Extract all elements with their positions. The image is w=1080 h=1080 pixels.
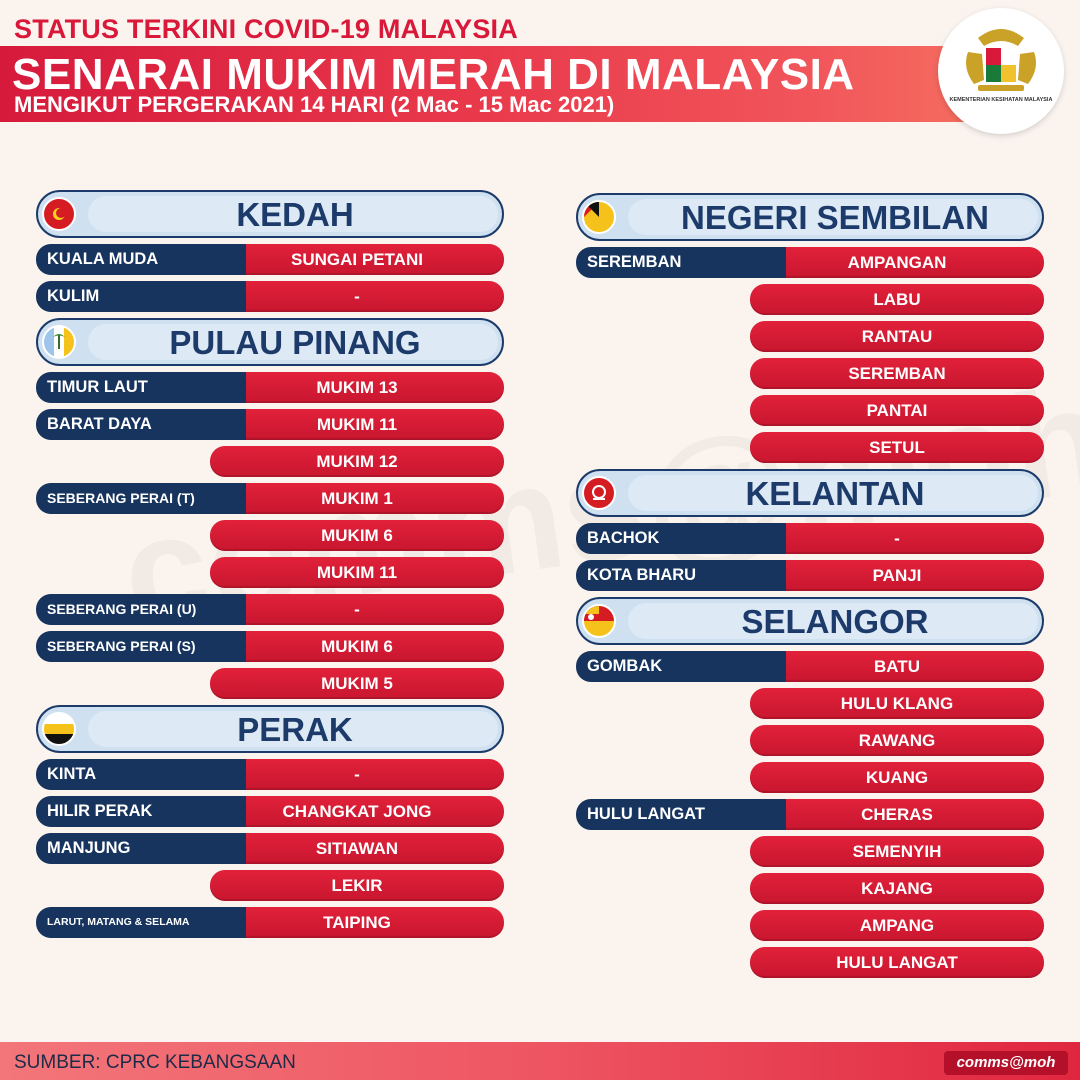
table-row xyxy=(576,836,1044,867)
table-row xyxy=(576,523,1044,554)
table-row xyxy=(36,668,504,699)
state-name-kedah: KEDAH xyxy=(236,196,354,233)
mukim-cell: BATU xyxy=(750,651,1044,682)
table-row xyxy=(36,520,504,551)
kelantan-flag-icon xyxy=(582,476,616,510)
mukim-cell: SETUL xyxy=(750,432,1044,463)
table-row xyxy=(576,321,1044,352)
coat-of-arms-icon xyxy=(938,8,1064,134)
table-row xyxy=(36,594,504,625)
table-row xyxy=(36,281,504,312)
mukim-cell: AMPANGAN xyxy=(750,247,1044,278)
table-row xyxy=(576,725,1044,756)
district-cell: HULU LANGAT xyxy=(576,799,786,830)
state-header-perak xyxy=(36,705,504,753)
state-name-selangor: SELANGOR xyxy=(741,603,929,640)
brand-badge: comms@moh xyxy=(944,1051,1068,1075)
mukim-cell: RANTAU xyxy=(750,321,1044,352)
page-subtitle: MENGIKUT PERGERAKAN 14 HARI (2 Mac - 15 Mac 2021) xyxy=(14,92,615,117)
pulau-pinang-flag-icon xyxy=(42,325,76,359)
mukim-cell: MUKIM 1 xyxy=(210,483,504,514)
mukim-cell: SEMENYIH xyxy=(750,836,1044,867)
state-name-perak: PERAK xyxy=(237,711,353,748)
state-header-selangor xyxy=(576,597,1044,645)
mukim-cell: MUKIM 6 xyxy=(210,520,504,551)
table-row xyxy=(576,947,1044,978)
ministry-logo xyxy=(938,8,1064,134)
state-header-pulau-pinang xyxy=(36,318,504,366)
table-row xyxy=(576,651,1044,682)
mukim-cell: SUNGAI PETANI xyxy=(210,244,504,275)
mukim-cell: HULU KLANG xyxy=(750,688,1044,719)
district-cell: HILIR PERAK xyxy=(36,796,246,827)
table-row xyxy=(36,409,504,440)
mukim-cell: CHANGKAT JONG xyxy=(210,796,504,827)
mukim-cell: KUANG xyxy=(750,762,1044,793)
district-cell: SEBERANG PERAI (U) xyxy=(36,594,246,625)
state-header-kelantan xyxy=(576,469,1044,517)
mukim-cell: MUKIM 6 xyxy=(210,631,504,662)
state-name-kelantan: KELANTAN xyxy=(745,475,925,512)
mukim-cell: AMPANG xyxy=(750,910,1044,941)
table-row xyxy=(576,395,1044,426)
table-row xyxy=(576,358,1044,389)
mukim-cell: TAIPING xyxy=(210,907,504,938)
district-cell: KINTA xyxy=(36,759,246,790)
state-header-kedah xyxy=(36,190,504,238)
district-cell: SEBERANG PERAI (S) xyxy=(36,631,246,662)
mukim-cell: MUKIM 13 xyxy=(210,372,504,403)
mukim-cell: - xyxy=(210,594,504,625)
district-cell: KULIM xyxy=(36,281,246,312)
state-header-negeri-sembilan xyxy=(576,193,1044,241)
top-title: STATUS TERKINI COVID-19 MALAYSIA xyxy=(14,14,518,44)
mukim-cell: MUKIM 11 xyxy=(210,557,504,588)
mukim-cell: CHERAS xyxy=(750,799,1044,830)
page-title: SENARAI MUKIM MERAH DI MALAYSIA xyxy=(12,50,855,99)
footer-source: SUMBER: CPRC KEBANGSAAN xyxy=(14,1052,296,1073)
mukim-cell: RAWANG xyxy=(750,725,1044,756)
table-row xyxy=(576,873,1044,904)
state-name-negeri-sembilan: NEGERI SEMBILAN xyxy=(680,199,990,236)
table-row xyxy=(576,432,1044,463)
district-cell: SEREMBAN xyxy=(576,247,786,278)
mukim-cell: - xyxy=(210,281,504,312)
mukim-cell: PANJI xyxy=(750,560,1044,591)
table-row xyxy=(576,910,1044,941)
table-row xyxy=(36,446,504,477)
district-cell: KOTA BHARU xyxy=(576,560,786,591)
district-cell: BACHOK xyxy=(576,523,786,554)
mukim-cell: SITIAWAN xyxy=(210,833,504,864)
district-cell: MANJUNG xyxy=(36,833,246,864)
table-row xyxy=(36,631,504,662)
state-name-pulau-pinang: PULAU PINANG xyxy=(169,324,421,361)
logo-caption: KEMENTERIAN KESIHATAN MALAYSIA xyxy=(949,97,1053,103)
table-row xyxy=(36,759,504,790)
table-row xyxy=(576,560,1044,591)
table-row xyxy=(36,833,504,864)
district-cell: SEBERANG PERAI (T) xyxy=(36,483,246,514)
table-row xyxy=(576,247,1044,278)
mukim-cell: LABU xyxy=(750,284,1044,315)
table-row xyxy=(36,557,504,588)
negeri-sembilan-flag-icon xyxy=(582,200,616,234)
table-row xyxy=(36,870,504,901)
mukim-cell: MUKIM 12 xyxy=(210,446,504,477)
table-row xyxy=(36,796,504,827)
table-row xyxy=(36,244,504,275)
mukim-cell: SEREMBAN xyxy=(750,358,1044,389)
district-cell: TIMUR LAUT xyxy=(36,372,246,403)
district-cell: KUALA MUDA xyxy=(36,244,246,275)
mukim-cell: - xyxy=(210,759,504,790)
table-row xyxy=(36,907,504,938)
mukim-cell: - xyxy=(750,523,1044,554)
table-row xyxy=(36,372,504,403)
district-cell: LARUT, MATANG & SELAMA xyxy=(36,907,246,938)
district-cell: GOMBAK xyxy=(576,651,786,682)
selangor-flag-icon xyxy=(582,604,616,638)
mukim-cell: LEKIR xyxy=(210,870,504,901)
mukim-cell: MUKIM 11 xyxy=(210,409,504,440)
mukim-cell: HULU LANGAT xyxy=(750,947,1044,978)
mukim-cell: KAJANG xyxy=(750,873,1044,904)
perak-flag-icon xyxy=(42,712,76,746)
left-column xyxy=(36,190,504,944)
right-column xyxy=(576,193,1044,984)
mukim-cell: PANTAI xyxy=(750,395,1044,426)
district-cell: BARAT DAYA xyxy=(36,409,246,440)
table-row xyxy=(36,483,504,514)
table-row xyxy=(576,284,1044,315)
kedah-flag-icon xyxy=(42,197,76,231)
mukim-cell: MUKIM 5 xyxy=(210,668,504,699)
table-row xyxy=(576,799,1044,830)
table-row xyxy=(576,688,1044,719)
table-row xyxy=(576,762,1044,793)
